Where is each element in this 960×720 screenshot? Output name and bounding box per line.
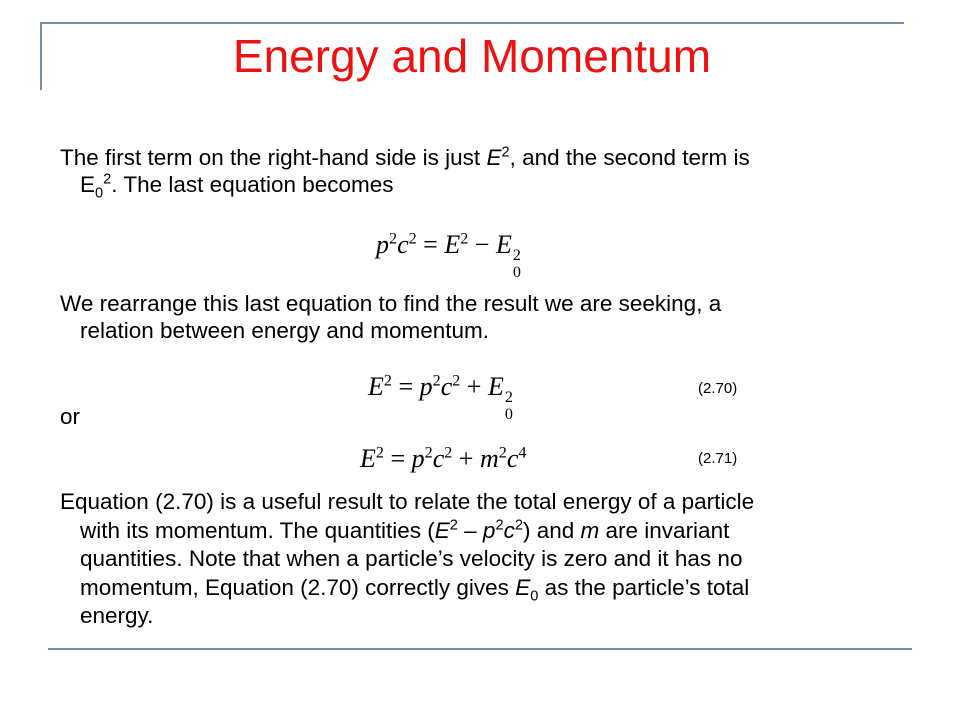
equation-2-70: $E^2 = p^2c^2 + E$ 2 0 [368,372,513,424]
equation-number-2-70: (2.70) [698,380,738,397]
paragraph-conclusion: Equation (2.70) is a useful result to relate the total energy of a particle with its momentum. The quantities $(E^2 - p^2c^2)$ and m are invariant quantities. Note that when a particle’s velocity is zero and it has no momentum, Equation (2.70) correctly gives $E_0$ as the particle’s total energy. [60,489,755,628]
equation-number-2-71: (2.71) [698,450,738,467]
equation-momentum-energy: $p^2c^2 = E^2 - E$ 2 0 [376,230,521,282]
or-connector: or [60,404,81,429]
top-rule [40,22,904,24]
equation-2-71: $E^2 = p^2c^2 + m^2c^4$ [360,444,527,473]
bottom-rule [48,648,912,650]
slide-title: Energy and Momentum [232,30,712,82]
paragraph-rearrange: We rearrange this last equation to find the result we are seeking, a relation between energy and momentum. [60,291,722,343]
paragraph-intro: The first term on the right-hand side is just $E^2$, and the second term is $E_0^2$. The last equation becomes [60,144,750,202]
